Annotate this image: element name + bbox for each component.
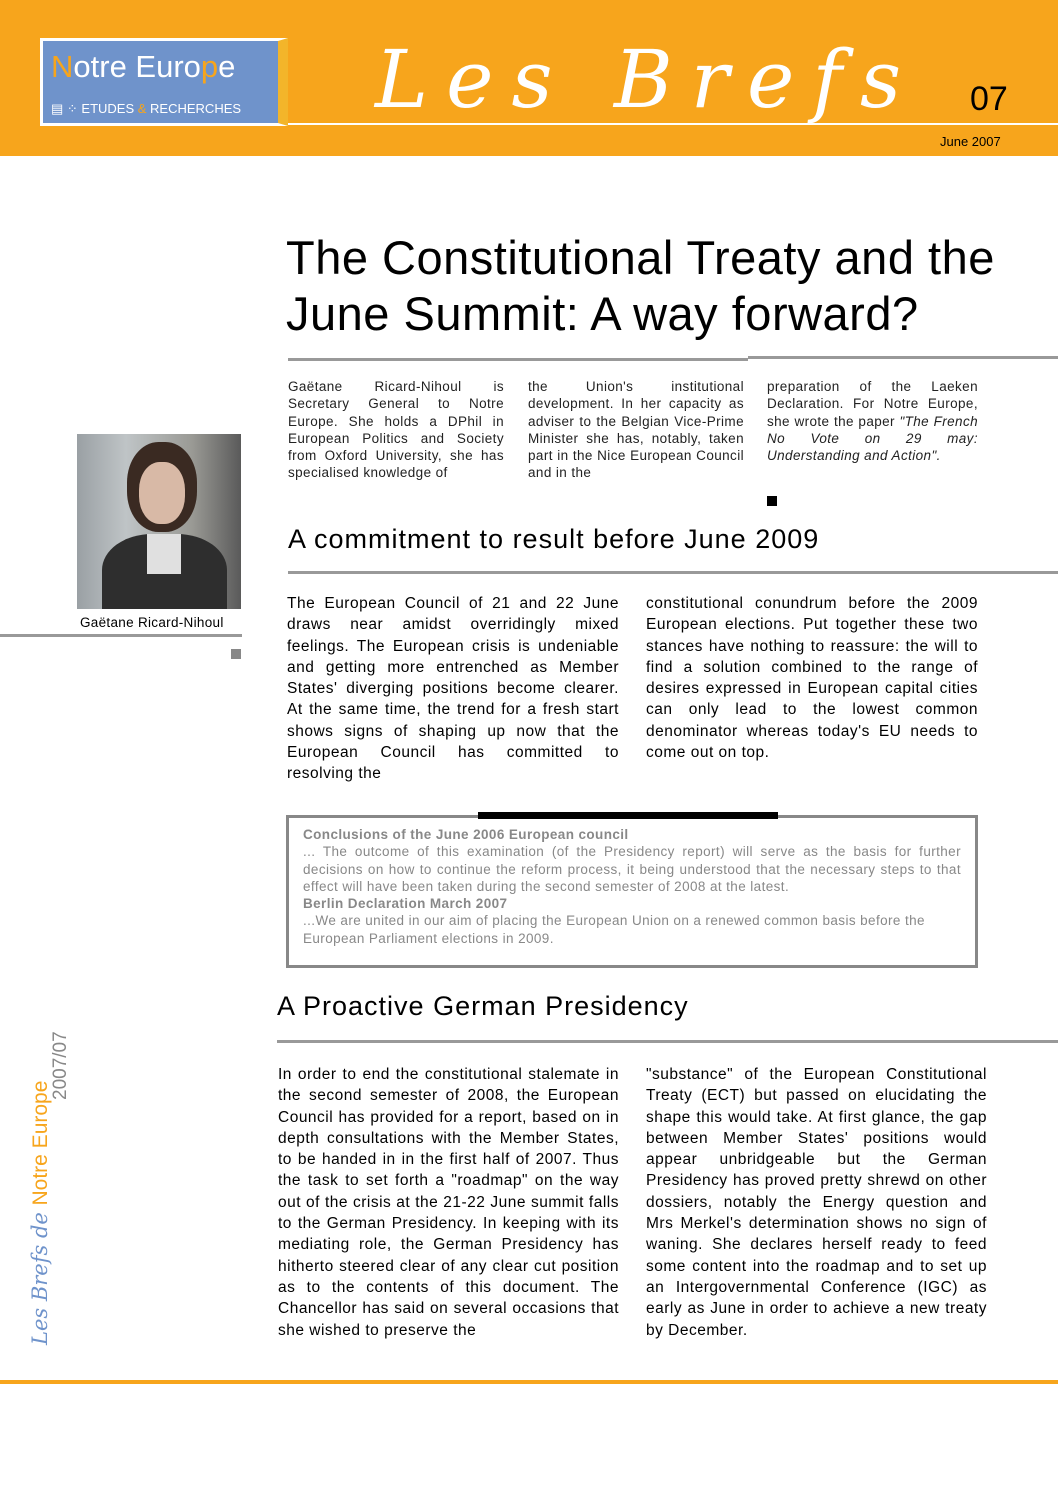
section-heading: A commitment to result before June 2009 <box>288 524 820 554</box>
bio-column-3: preparation of the Laeken Declaration. For Notre Europe, she wrote the paper "The French No Vote on 29 may: Understanding and Action". <box>767 379 978 464</box>
book-icon: ▤ ⁘ <box>51 101 82 116</box>
body-column: The European Council of 21 and 22 June draws near amidst overridingly mixed feelings. The European crisis is undeniable and getting more entrenched as Member States' diverging positions become clearer. At the same time, the trend for a fresh start shows signs of shaping up now that the European Council has committed to resolving the <box>287 595 619 783</box>
quote-text: ... The outcome of this examination (of the Presidency report) will serve as the basis for further decisions on how to continue the reform process, it being understood that the necessary steps to that effect will have been taken during the second semester of 2008 at the latest. <box>303 844 961 894</box>
divider <box>277 1040 1058 1043</box>
notre-europe-logo[interactable] <box>40 38 288 126</box>
body-column: constitutional conundrum before the 2009 European elections. Put together these two stances have nothing to reassure: the will to find a solution combined to the range of desires expressed in European capital cities can only lead to the lowest common denominator whereas today's EU needs to come out on top. <box>646 595 978 762</box>
divider <box>748 356 1058 359</box>
les-brefs-brand: Les Brefs <box>375 33 919 126</box>
page-title: The Constitutional Treaty and the June Summit: A way forward? <box>286 231 995 340</box>
bio-column-2: the Union's institutional development. In her capacity as adviser to the Belgian Vice-Prime Minister she has, notably, taken part in the Nice European Council and in the <box>528 379 744 481</box>
logo-title: Notre Europe <box>51 49 236 84</box>
issue-number: 07 <box>970 80 1008 118</box>
photo-caption: Gaëtane Ricard-Nihoul <box>80 615 224 630</box>
author-photo <box>77 434 241 609</box>
end-marker <box>767 496 777 506</box>
end-marker <box>231 649 241 659</box>
issue-date: June 2007 <box>940 134 1001 149</box>
body-column: "substance" of the European Constitutional Treaty (ECT) but passed on elucidating the shape this would take. At first glance, the gap between Member States' positions would appear unbridgeable but the German Presidency has proved pretty shrewd on other dossiers, notably the Energy question and Mrs Merkel's determination shows no sign of waning. She declares herself ready to feed some content into the roadmap and to set up an Intergovernmental Conference (IGC) as early as June in order to achieve a new treaty by December. <box>646 1066 987 1339</box>
quote-title: Berlin Declaration March 2007 <box>303 896 508 912</box>
header-banner <box>0 0 1058 156</box>
quote-bar <box>478 812 778 819</box>
divider <box>0 634 242 637</box>
bio-column-1: Gaëtane Ricard-Nihoul is Secretary General to Notre Europe. She holds a DPhil in European Politics and Society from Oxford University, she has specialised knowledge of <box>288 379 504 481</box>
section-heading: A Proactive German Presidency <box>277 991 689 1021</box>
logo-subtitle: ▤ ⁘ ETUDES & RECHERCHES <box>51 101 242 116</box>
divider <box>288 358 748 361</box>
divider <box>288 571 1058 574</box>
quote-title: Conclusions of the June 2006 European council <box>303 827 629 842</box>
body-column: In order to end the constitutional stalemate in the second semester of 2008, the European Council has provided for a report, based on in depth consultations with the Member States, to be handed in in the first half of 2007. Thus the task to set forth a "roadmap" on the way out of the crisis at the 21-22 June summit falls to the German Presidency. In keeping with its mediating role, the German Presidency has hitherto steered clear of any clear cut position as to the contents of this document. The Chancellor has said on several occasions that she wished to preserve the <box>278 1066 619 1339</box>
quote-text: ...We are united in our aim of placing the European Union on a renewed common basis before the European Parliament elections in 2009. <box>303 913 925 946</box>
quote-box <box>286 815 978 968</box>
sidebar-branding: Les Brefs de Notre Europe 2007/07 <box>28 1031 71 1345</box>
footer-rule <box>0 1380 1058 1384</box>
